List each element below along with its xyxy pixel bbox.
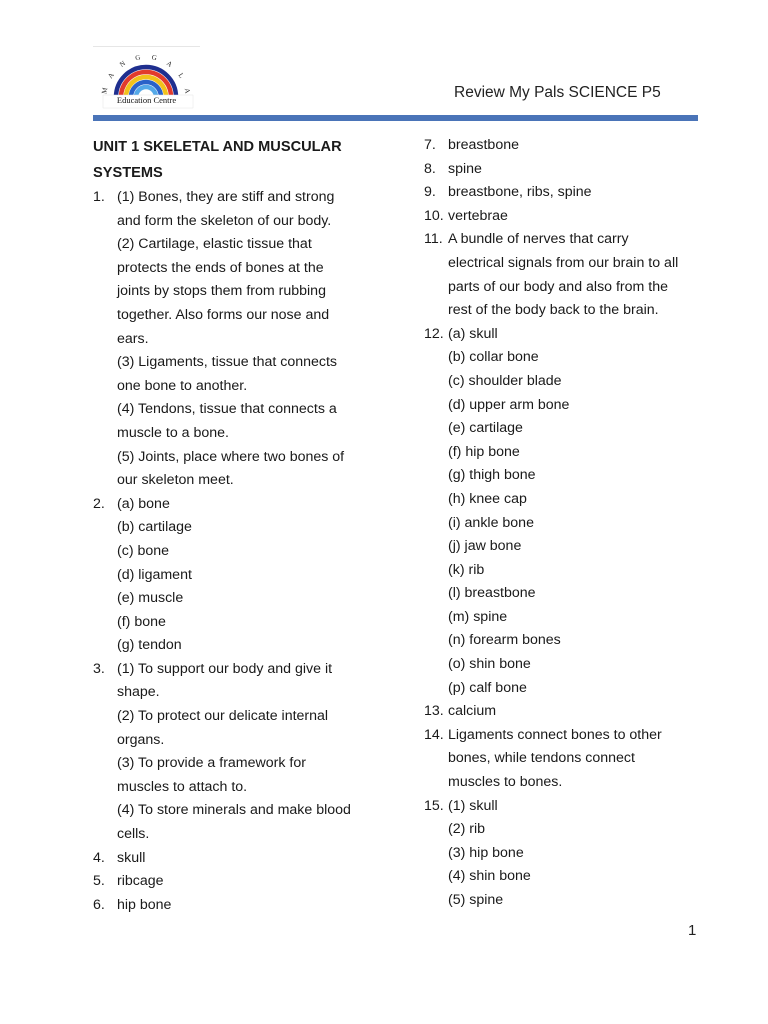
item-number: 8.: [424, 160, 436, 177]
left-column: [93, 134, 378, 917]
item-line: (2) rib: [448, 821, 486, 838]
item-line: (1) skull: [448, 797, 498, 814]
item-line: (a) bone: [117, 495, 170, 512]
item-line: A bundle of nerves that carry: [448, 231, 629, 248]
answer-list-left: [93, 186, 378, 917]
item-line: (h) knee cap: [448, 490, 527, 507]
item-line: protects the ends of bones at the: [117, 259, 324, 276]
item-line: (3) Ligaments, tissue that connects: [117, 354, 338, 371]
answer-item: [424, 158, 704, 182]
item-line: (d) ligament: [117, 566, 192, 583]
item-line: (2) To protect our delicate internal: [117, 708, 329, 725]
answer-item: [424, 700, 704, 724]
logo-letter: G: [150, 53, 158, 63]
answer-item: [424, 795, 704, 913]
answer-item: [424, 724, 704, 795]
logo: [93, 46, 200, 115]
item-line: organs.: [117, 731, 165, 748]
item-line: (2) Cartilage, elastic tissue that: [117, 236, 312, 253]
item-line: muscles to attach to.: [117, 778, 248, 795]
item-line: spine: [448, 160, 482, 177]
item-line: (e) muscle: [117, 590, 184, 607]
answer-item: [93, 847, 378, 871]
item-line: electrical signals from our brain to all: [448, 254, 679, 271]
item-line: one bone to another.: [117, 377, 248, 394]
logo-letter: A: [164, 59, 174, 69]
item-number: 6.: [93, 896, 105, 913]
item-line: shape.: [117, 684, 160, 701]
item-line: vertebrae: [448, 207, 508, 224]
item-line: (3) hip bone: [448, 844, 524, 861]
item-line: hip bone: [117, 896, 172, 913]
item-line: (a) skull: [448, 325, 498, 342]
item-number: 5.: [93, 873, 105, 890]
item-line: (1) Bones, they are stiff and strong: [117, 189, 335, 205]
item-line: calcium: [448, 703, 497, 720]
item-line: (i) ankle bone: [448, 514, 534, 531]
item-line: (g) tendon: [117, 637, 182, 654]
item-line: (b) cartilage: [117, 519, 192, 536]
item-line: (j) jaw bone: [448, 538, 522, 555]
item-line: (p) calf bone: [448, 679, 527, 696]
item-line: (k) rib: [448, 561, 485, 578]
item-number: 14.: [424, 726, 444, 743]
item-line: muscles to bones.: [448, 774, 563, 791]
item-line: (4) shin bone: [448, 868, 531, 885]
item-line: Ligaments connect bones to other: [448, 726, 662, 743]
item-number: 3.: [93, 660, 105, 677]
answer-item: [93, 894, 378, 918]
item-line: (g) thigh bone: [448, 467, 536, 484]
answer-item: [93, 186, 378, 493]
logo-caption: Education Centre: [116, 95, 177, 105]
item-number: 12.: [424, 325, 444, 342]
answer-item: [93, 870, 378, 894]
unit-title: [93, 134, 378, 186]
item-number: 10.: [424, 207, 444, 224]
unit-title-line: SYSTEMS: [93, 165, 163, 181]
item-line: skull: [117, 849, 146, 866]
item-line: breastbone, ribs, spine: [448, 184, 592, 201]
page-number: 1: [688, 922, 697, 939]
item-number: 9.: [424, 184, 436, 201]
item-line: (e) cartilage: [448, 420, 523, 437]
item-number: 4.: [93, 849, 105, 866]
answer-item: [93, 658, 378, 847]
item-line: (1) To support our body and give it: [117, 660, 333, 677]
logo-letter: A: [182, 87, 192, 95]
item-line: (f) bone: [117, 613, 166, 630]
item-number: 2.: [93, 495, 105, 512]
unit-title-line: UNIT 1 SKELETAL AND MUSCULAR: [93, 139, 342, 155]
item-line: ears.: [117, 330, 149, 347]
item-line: our skeleton meet.: [117, 472, 234, 489]
item-line: (3) To provide a framework for: [117, 755, 306, 772]
answer-item: [424, 323, 704, 701]
item-line: ribcage: [117, 873, 164, 890]
item-line: (m) spine: [448, 608, 508, 625]
item-line: (4) To store minerals and make blood: [117, 802, 351, 819]
item-line: (c) shoulder blade: [448, 372, 562, 389]
item-number: 11.: [424, 231, 443, 248]
item-line: (o) shin bone: [448, 656, 531, 673]
logo-letter: M: [100, 86, 110, 95]
item-line: breastbone: [448, 137, 519, 153]
item-line: (n) forearm bones: [448, 632, 561, 649]
answer-item: [424, 134, 704, 158]
logo-letter: G: [134, 53, 142, 63]
item-line: (f) hip bone: [448, 443, 520, 460]
item-line: muscle to a bone.: [117, 424, 229, 441]
item-line: (5) Joints, place where two bones of: [117, 448, 345, 465]
item-line: (b) collar bone: [448, 349, 539, 366]
item-line: (d) upper arm bone: [448, 396, 570, 413]
item-line: bones, while tendons connect: [448, 750, 635, 767]
item-line: and form the skeleton of our body.: [117, 212, 332, 229]
item-line: cells.: [117, 826, 150, 843]
item-line: together. Also forms our nose and: [117, 306, 330, 323]
header-title: Review My Pals SCIENCE P5: [454, 84, 661, 101]
item-line: (c) bone: [117, 542, 170, 559]
answer-item: [424, 228, 704, 322]
logo-letter: A: [106, 71, 116, 81]
right-column: [424, 134, 704, 913]
item-number: 13.: [424, 703, 444, 720]
answer-item: [424, 205, 704, 229]
logo-letter: L: [176, 71, 186, 80]
item-line: parts of our body and also from the: [448, 278, 669, 295]
item-number: 15.: [424, 797, 444, 814]
item-number: 7.: [424, 137, 436, 153]
answer-list-right: [424, 134, 704, 913]
item-line: rest of the body back to the brain.: [448, 302, 659, 319]
answer-item: [424, 181, 704, 205]
item-number: 1.: [93, 189, 105, 205]
item-line: (5) spine: [448, 892, 504, 908]
header-rule: [93, 115, 698, 121]
logo-letter: N: [118, 59, 128, 69]
item-line: (l) breastbone: [448, 585, 536, 602]
item-line: joints by stops them from rubbing: [117, 283, 326, 300]
answer-item: [93, 493, 378, 658]
item-line: (4) Tendons, tissue that connects a: [117, 401, 337, 418]
